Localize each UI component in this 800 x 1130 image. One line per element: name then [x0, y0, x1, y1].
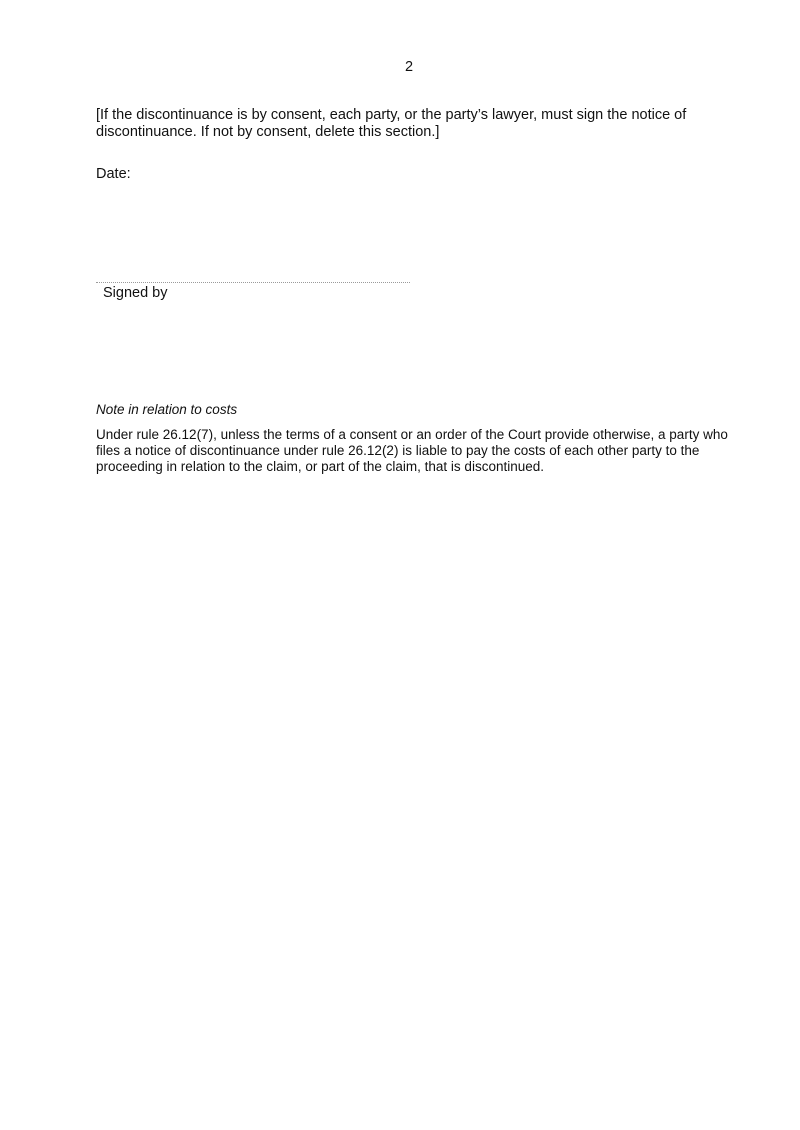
- costs-note-heading: Note in relation to costs: [96, 402, 238, 417]
- signature-line: [96, 282, 410, 283]
- date-label: Date:: [96, 166, 131, 182]
- signed-by-label: Signed by: [103, 285, 168, 301]
- consent-instruction-text: [If the discontinuance is by consent, each party, or the party’s lawyer, must sign the notice of discontinuance. If not by consent, delete this section.]: [96, 107, 687, 140]
- page-number: 2: [404, 59, 414, 75]
- costs-note-body: Under rule 26.12(7), unless the terms of a consent or an order of the Court provide otherwise, a party who files a notice of discontinuance under rule 26.12(2) is liable to pay the costs of each other party to the proceeding in relation to the claim, or part of the claim, that is discontinued.: [96, 427, 728, 474]
